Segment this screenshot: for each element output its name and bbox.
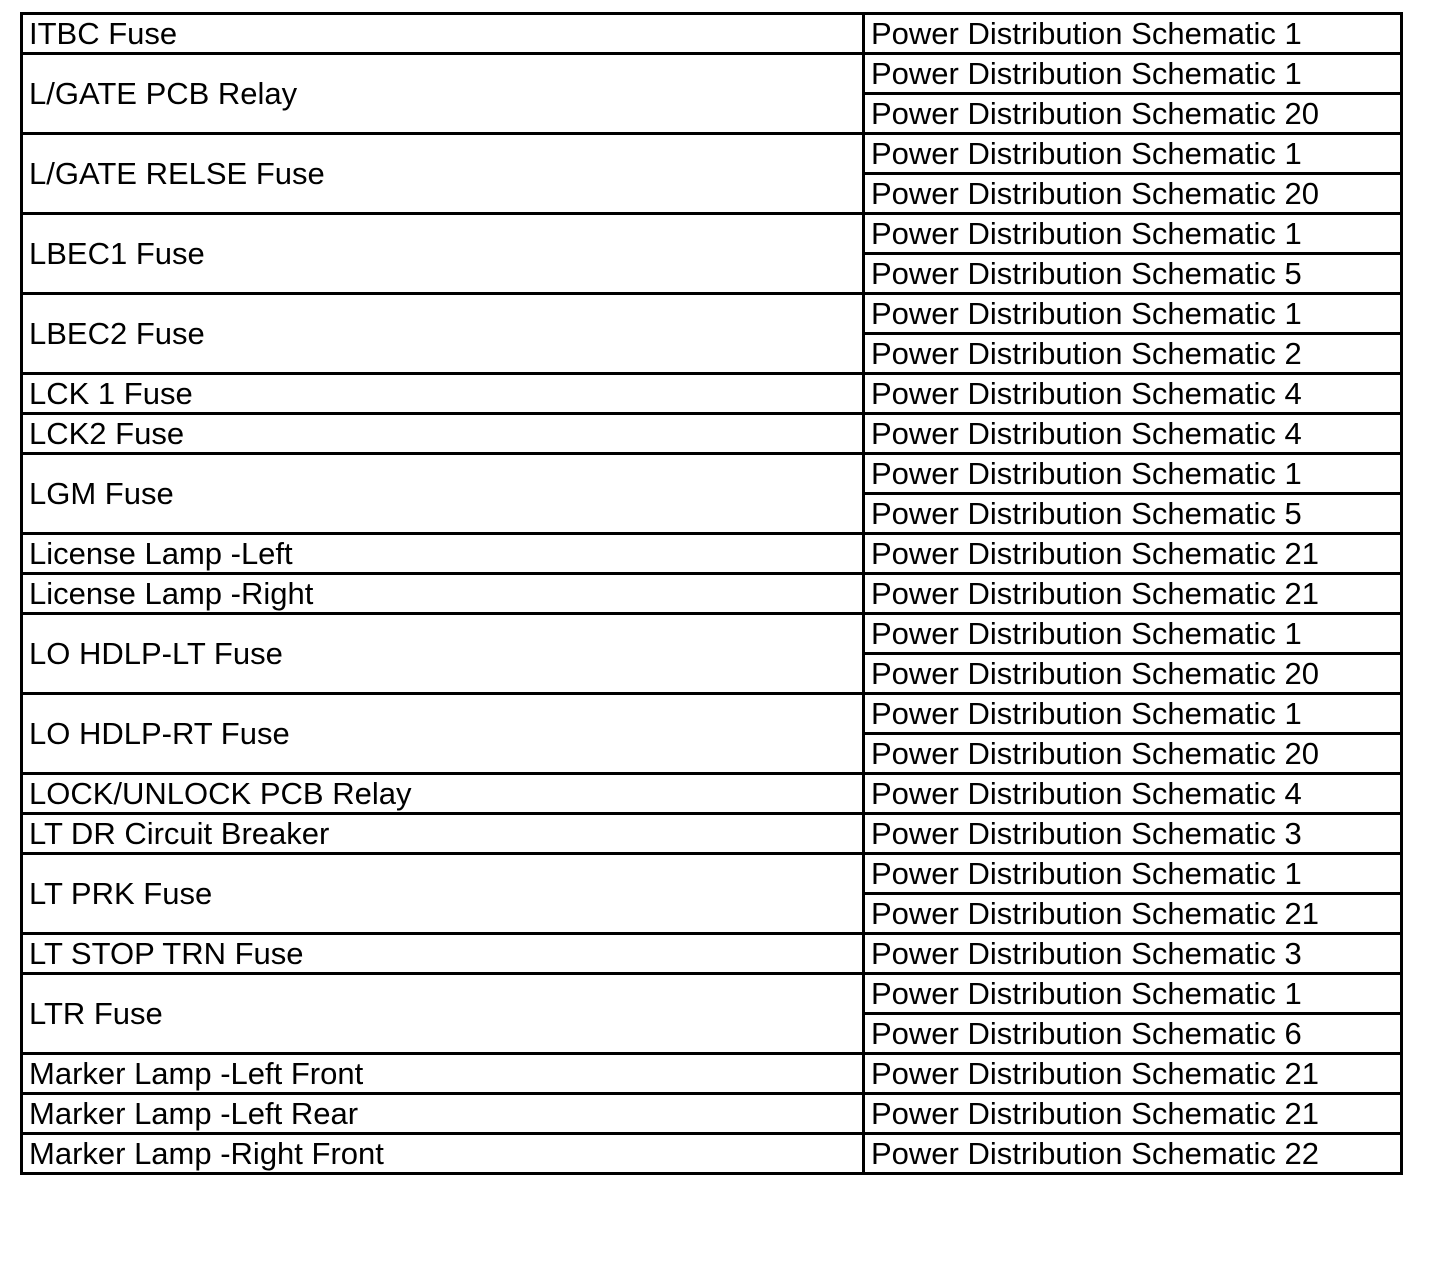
table-row xyxy=(22,134,1402,174)
table-row xyxy=(22,294,1402,334)
component-name-cell: LCK2 Fuse xyxy=(22,414,864,454)
schematic-reference-cell: Power Distribution Schematic 5 xyxy=(864,494,1402,534)
table-row xyxy=(22,614,1402,654)
table-row xyxy=(22,54,1402,94)
component-name-cell: Marker Lamp -Left Rear xyxy=(22,1094,864,1134)
schematic-reference-cell: Power Distribution Schematic 4 xyxy=(864,774,1402,814)
component-name-cell: LGM Fuse xyxy=(22,454,864,534)
schematic-reference-cell: Power Distribution Schematic 21 xyxy=(864,534,1402,574)
component-index-table xyxy=(20,12,1403,1175)
component-name-cell: LO HDLP-LT Fuse xyxy=(22,614,864,694)
table-row xyxy=(22,374,1402,414)
schematic-reference-cell: Power Distribution Schematic 1 xyxy=(864,214,1402,254)
component-name-cell: LT DR Circuit Breaker xyxy=(22,814,864,854)
table-row xyxy=(22,1134,1402,1174)
component-name-cell: LO HDLP-RT Fuse xyxy=(22,694,864,774)
schematic-reference-cell: Power Distribution Schematic 21 xyxy=(864,894,1402,934)
schematic-reference-cell: Power Distribution Schematic 20 xyxy=(864,734,1402,774)
table-row xyxy=(22,414,1402,454)
schematic-reference-cell: Power Distribution Schematic 1 xyxy=(864,974,1402,1014)
schematic-reference-cell: Power Distribution Schematic 5 xyxy=(864,254,1402,294)
table-row xyxy=(22,14,1402,54)
table-row xyxy=(22,854,1402,894)
component-name-cell: LBEC2 Fuse xyxy=(22,294,864,374)
schematic-reference-cell: Power Distribution Schematic 1 xyxy=(864,614,1402,654)
component-name-cell: LCK 1 Fuse xyxy=(22,374,864,414)
component-name-cell: License Lamp -Left xyxy=(22,534,864,574)
schematic-reference-cell: Power Distribution Schematic 1 xyxy=(864,54,1402,94)
schematic-reference-cell: Power Distribution Schematic 20 xyxy=(864,174,1402,214)
schematic-reference-cell: Power Distribution Schematic 20 xyxy=(864,94,1402,134)
schematic-reference-cell: Power Distribution Schematic 1 xyxy=(864,454,1402,494)
component-name-cell: ITBC Fuse xyxy=(22,14,864,54)
table-row xyxy=(22,934,1402,974)
component-name-cell: Marker Lamp -Right Front xyxy=(22,1134,864,1174)
schematic-reference-cell: Power Distribution Schematic 22 xyxy=(864,1134,1402,1174)
table-row xyxy=(22,534,1402,574)
schematic-reference-cell: Power Distribution Schematic 20 xyxy=(864,654,1402,694)
schematic-reference-cell: Power Distribution Schematic 1 xyxy=(864,854,1402,894)
component-name-cell: L/GATE RELSE Fuse xyxy=(22,134,864,214)
component-name-cell: LTR Fuse xyxy=(22,974,864,1054)
schematic-reference-cell: Power Distribution Schematic 3 xyxy=(864,934,1402,974)
table-row xyxy=(22,574,1402,614)
component-name-cell: LT PRK Fuse xyxy=(22,854,864,934)
component-name-cell: License Lamp -Right xyxy=(22,574,864,614)
component-name-cell: LOCK/UNLOCK PCB Relay xyxy=(22,774,864,814)
schematic-reference-cell: Power Distribution Schematic 21 xyxy=(864,1054,1402,1094)
table-row xyxy=(22,214,1402,254)
schematic-reference-cell: Power Distribution Schematic 6 xyxy=(864,1014,1402,1054)
schematic-reference-cell: Power Distribution Schematic 3 xyxy=(864,814,1402,854)
schematic-reference-cell: Power Distribution Schematic 21 xyxy=(864,1094,1402,1134)
table-row xyxy=(22,694,1402,734)
schematic-reference-cell: Power Distribution Schematic 4 xyxy=(864,374,1402,414)
schematic-reference-cell: Power Distribution Schematic 1 xyxy=(864,134,1402,174)
component-index-body xyxy=(22,14,1402,1174)
table-row xyxy=(22,974,1402,1014)
component-name-cell: LT STOP TRN Fuse xyxy=(22,934,864,974)
schematic-reference-cell: Power Distribution Schematic 1 xyxy=(864,14,1402,54)
table-row xyxy=(22,1094,1402,1134)
schematic-reference-cell: Power Distribution Schematic 2 xyxy=(864,334,1402,374)
table-row xyxy=(22,1054,1402,1094)
table-row xyxy=(22,774,1402,814)
table-row xyxy=(22,814,1402,854)
schematic-reference-cell: Power Distribution Schematic 1 xyxy=(864,694,1402,734)
table-row xyxy=(22,454,1402,494)
component-name-cell: Marker Lamp -Left Front xyxy=(22,1054,864,1094)
component-name-cell: LBEC1 Fuse xyxy=(22,214,864,294)
component-name-cell: L/GATE PCB Relay xyxy=(22,54,864,134)
schematic-reference-cell: Power Distribution Schematic 21 xyxy=(864,574,1402,614)
schematic-reference-cell: Power Distribution Schematic 1 xyxy=(864,294,1402,334)
schematic-reference-cell: Power Distribution Schematic 4 xyxy=(864,414,1402,454)
